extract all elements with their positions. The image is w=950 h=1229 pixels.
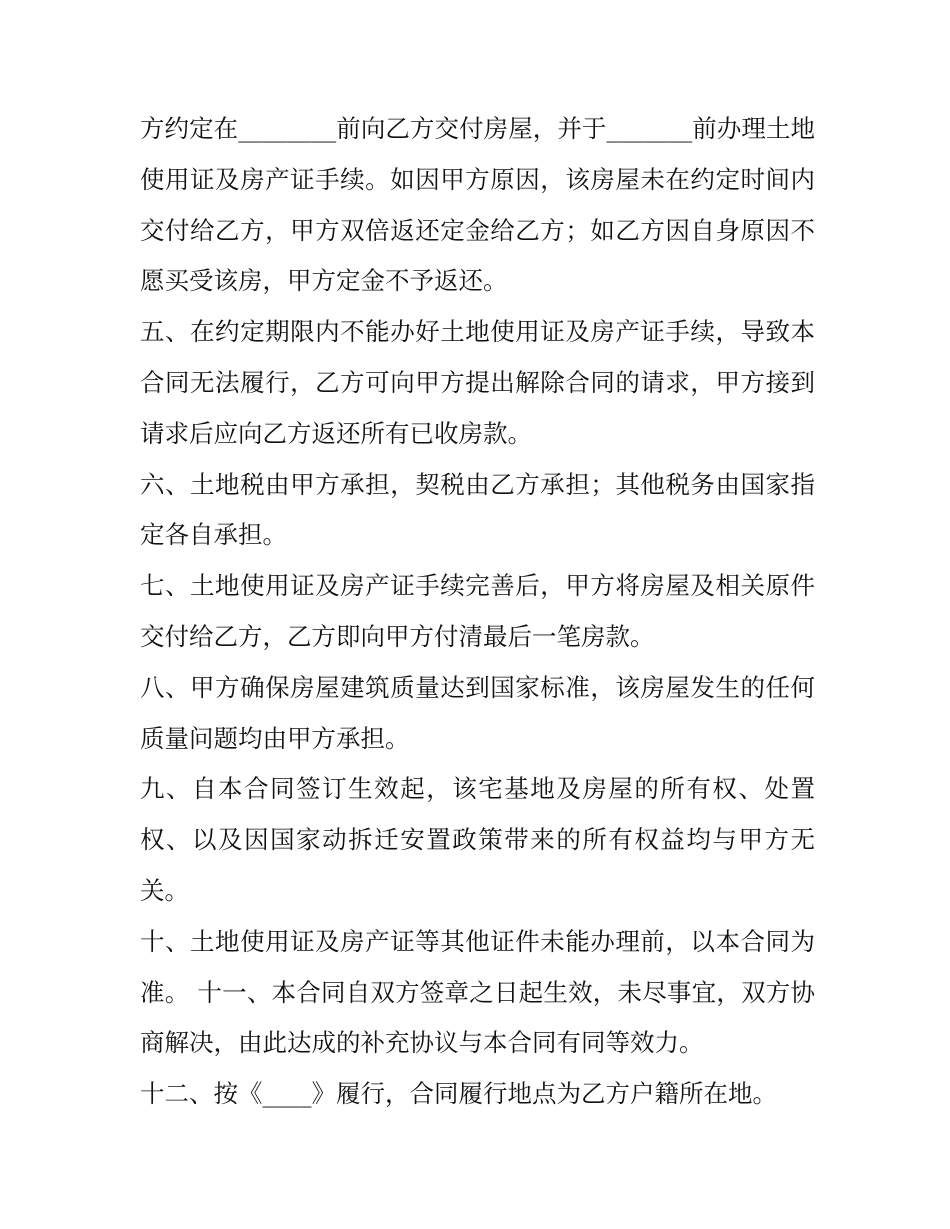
paragraph-clause-6: 六、土地税由甲方承担，契税由乙方承担；其他税务由国家指定各自承担。: [140, 469, 815, 550]
paragraph-clause-12: 十二、按《____》履行，合同履行地点为乙方户籍所在地。: [140, 1079, 777, 1109]
paragraph-clause-7: 七、土地使用证及房产证手续完善后，甲方将房屋及相关原件交付给乙方，乙方即向甲方付清最后一笔房款。: [140, 571, 815, 651]
document-body: [140, 104, 815, 1120]
paragraph-clause-10-11: 十、土地使用证及房产证等其他证件未能办理前，以本合同为准。 十一、本合同自双方签章之日起生效，未尽事宜，双方协商解决，由此达成的补充协议与本合同有同等效力。: [140, 926, 815, 1058]
paragraph-delivery-terms: 方约定在________前向乙方交付房屋，并于_______前办理土地使用证及房产证手续。如因甲方原因，该房屋未在约定时间内交付给乙方，甲方双倍返还定金给乙方；如乙方因自身原因不愿买受该房，甲方定金不予返还。: [140, 114, 815, 296]
paragraph-clause-8: 八、甲方确保房屋建筑质量达到国家标准，该房屋发生的任何质量问题均由甲方承担。: [140, 672, 815, 753]
paragraph-clause-9: 九、自本合同签订生效起，该宅基地及房屋的所有权、处置权、以及因国家动拆迁安置政策带来的所有权益均与甲方无关。: [140, 774, 815, 905]
paragraph-clause-5: 五、在约定期限内不能办好土地使用证及房产证手续，导致本合同无法履行，乙方可向甲方提出解除合同的请求，甲方接到请求后应向乙方返还所有已收房款。: [140, 317, 815, 448]
